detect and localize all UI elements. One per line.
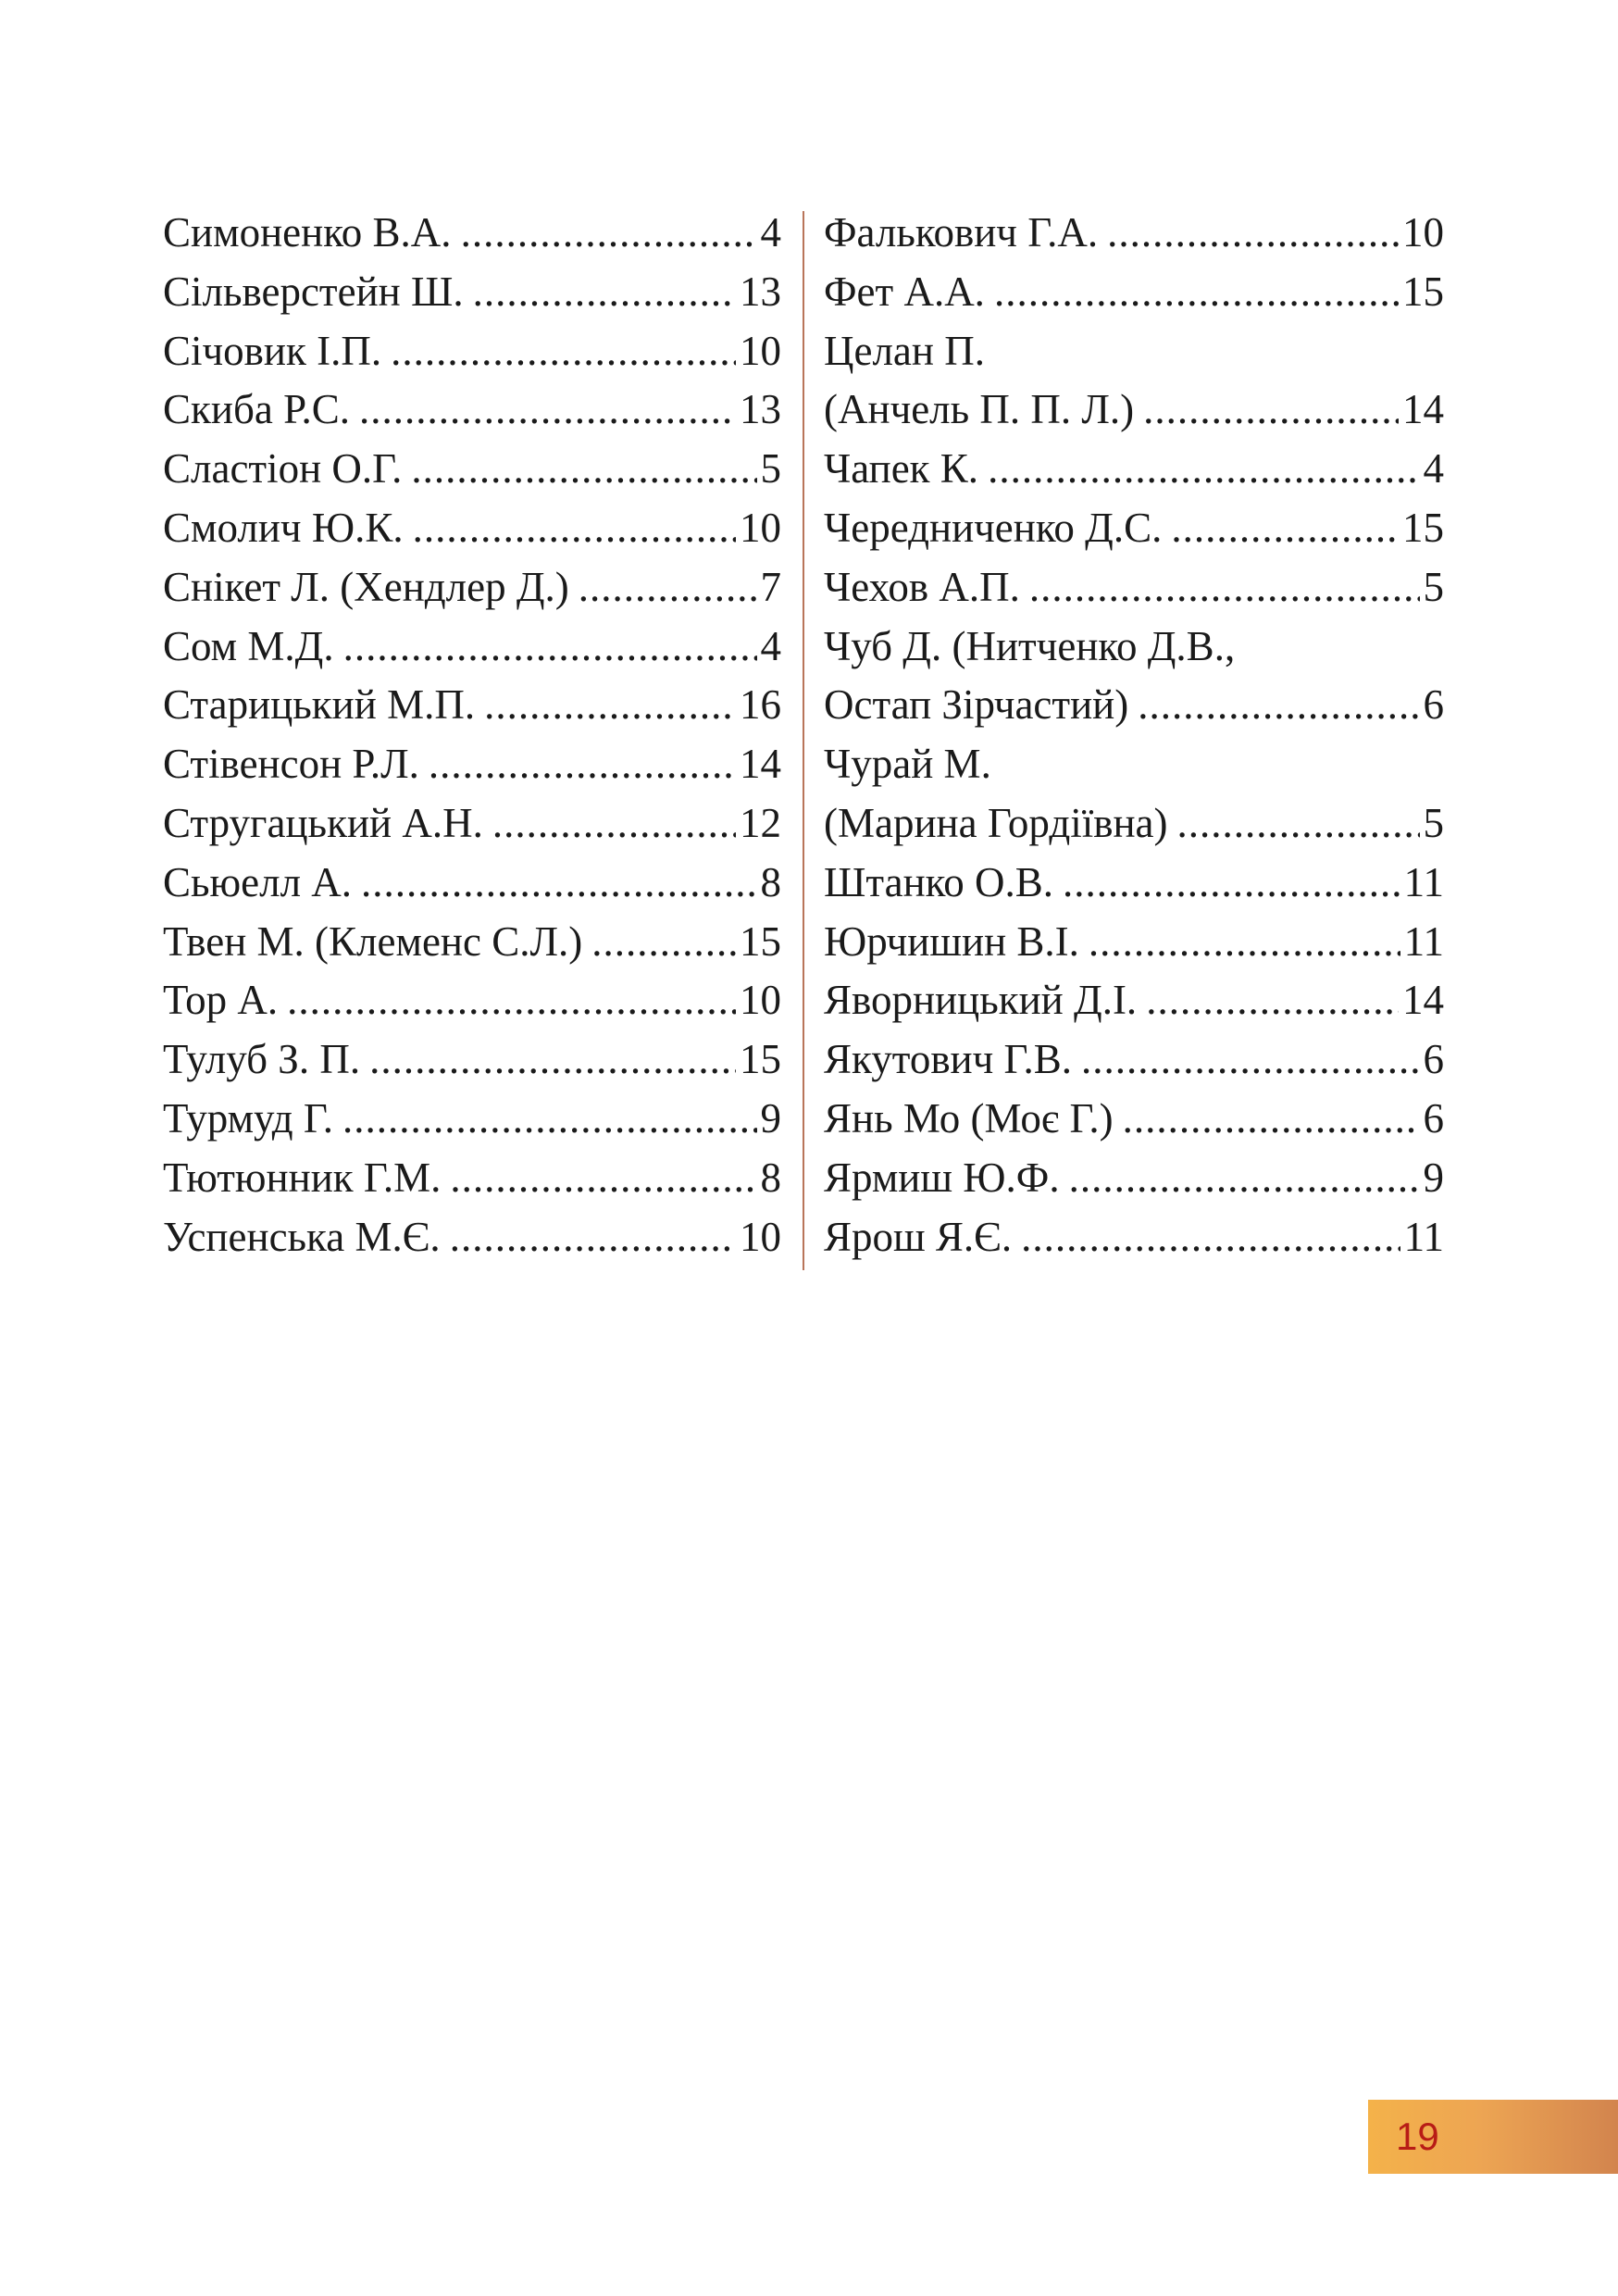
index-entry-name-line1: Чуб Д. (Нитченко Д.В., <box>824 622 1236 669</box>
index-entry-page: 15 <box>1402 268 1444 315</box>
index-entry-name: Січовик І.П. <box>163 327 382 374</box>
index-entry <box>824 322 1444 441</box>
index-entry <box>163 1030 781 1090</box>
index-entry <box>824 440 1444 499</box>
index-entry <box>824 1149 1444 1208</box>
index-entry-line <box>163 618 781 677</box>
index-entry <box>824 854 1444 913</box>
index-entry-name: Твен М. (Клеменс С.Л.) <box>163 917 583 965</box>
dot-leader <box>1146 971 1399 1030</box>
dot-leader <box>450 1149 756 1208</box>
index-entry-page: 11 <box>1403 1213 1444 1260</box>
index-entry-line <box>163 1208 781 1267</box>
dot-leader <box>342 1090 756 1149</box>
index-entry <box>824 735 1444 854</box>
index-entry-page: 14 <box>1402 386 1444 433</box>
index-entry-line <box>163 971 781 1030</box>
index-entry-name: Тулуб З. П. <box>163 1036 361 1083</box>
index-entry-page: 4 <box>760 209 781 256</box>
dot-leader <box>1089 913 1400 972</box>
index-entry-line <box>824 794 1444 854</box>
dot-leader <box>429 735 736 794</box>
index-entry-name: Чехов А.П. <box>824 563 1020 610</box>
index-entry-line <box>163 263 781 322</box>
dot-leader <box>287 971 736 1030</box>
index-entry-page: 5 <box>1423 799 1444 846</box>
index-entry-page: 15 <box>740 917 781 965</box>
index-entry-page: 7 <box>760 563 781 610</box>
dot-leader <box>1143 381 1399 440</box>
dot-leader <box>1021 1208 1400 1267</box>
index-entry-page: 10 <box>740 1213 781 1260</box>
index-entry-page: 10 <box>1402 209 1444 256</box>
index-entry-line <box>824 1208 1444 1267</box>
dot-leader <box>484 676 736 735</box>
index-entry <box>163 913 781 972</box>
index-entry-name: Старицький М.П. <box>163 681 476 729</box>
index-entry-line <box>163 794 781 854</box>
index-entry-line <box>824 204 1444 263</box>
index-entry-line <box>163 1149 781 1208</box>
index-entry-page: 16 <box>740 681 781 729</box>
index-entry <box>163 676 781 735</box>
index-entry-line <box>824 558 1444 618</box>
page-number-tab <box>1368 2100 1618 2174</box>
index-entry <box>824 558 1444 618</box>
index-entry-page: 12 <box>740 799 781 846</box>
index-entry-line <box>163 440 781 499</box>
index-entry-name: Турмуд Г. <box>163 1094 334 1142</box>
dot-leader <box>343 618 757 677</box>
dot-leader <box>369 1030 736 1090</box>
index-entry <box>163 971 781 1030</box>
index-entry-page: 11 <box>1403 917 1444 965</box>
dot-leader <box>473 263 736 322</box>
index-column-right <box>824 204 1444 1267</box>
index-entry-line <box>163 499 781 558</box>
dot-leader <box>1123 1090 1420 1149</box>
index-entry-line <box>824 1030 1444 1090</box>
index-entry <box>824 913 1444 972</box>
index-entry-line <box>163 322 781 381</box>
index-entry <box>824 1090 1444 1149</box>
index-entry-page: 10 <box>740 977 781 1024</box>
index-entry-name: (Анчель П. П. Л.) <box>824 386 1135 433</box>
index-entry-line <box>824 381 1444 440</box>
index-column-left <box>163 204 781 1267</box>
index-entry-line <box>824 854 1444 913</box>
index-entry <box>824 204 1444 263</box>
index-entry-page: 10 <box>740 327 781 374</box>
index-entry <box>163 854 781 913</box>
index-entry-line <box>163 381 781 440</box>
index-entry <box>824 618 1444 736</box>
index-entry <box>163 1090 781 1149</box>
index-entry-name: Тор А. <box>163 977 279 1024</box>
index-entry-page: 14 <box>740 741 781 788</box>
index-entry-name: Фалькович Г.А. <box>824 209 1099 256</box>
index-entry-line <box>163 676 781 735</box>
index-entry-page: 10 <box>740 504 781 551</box>
index-entry-name: Стівенсон Р.Л. <box>163 741 419 788</box>
index-entry <box>824 1030 1444 1090</box>
index-entry-line <box>163 1030 781 1090</box>
index-entry-page: 15 <box>740 1036 781 1083</box>
index-entry-name: Смолич Ю.К. <box>163 504 404 551</box>
index-entry <box>163 794 781 854</box>
index-entry-line <box>163 1090 781 1149</box>
index-entry <box>163 499 781 558</box>
dot-leader <box>450 1208 736 1267</box>
dot-leader <box>988 440 1419 499</box>
index-entry-line <box>163 735 781 794</box>
index-entry <box>163 618 781 677</box>
index-entry-page: 4 <box>760 622 781 669</box>
index-entry <box>824 971 1444 1030</box>
index-entry <box>163 735 781 794</box>
dot-leader <box>1063 854 1400 913</box>
index-entry-name: Сластіон О.Г. <box>163 445 403 493</box>
index-entry-page: 14 <box>1402 977 1444 1024</box>
dot-leader <box>359 381 736 440</box>
index-entry <box>163 263 781 322</box>
index-entry-page: 9 <box>760 1094 781 1142</box>
dot-leader <box>1081 1030 1420 1090</box>
index-entry-page: 6 <box>1423 1094 1444 1142</box>
index-entry-name: Штанко О.В. <box>824 858 1054 905</box>
index-entry-name: Юрчишин В.І. <box>824 917 1079 965</box>
index-entry-name: (Марина Гордіївна) <box>824 799 1168 846</box>
column-divider <box>803 211 804 1270</box>
index-entry-name-line1: Чурай М. <box>824 741 991 788</box>
index-entry <box>163 322 781 381</box>
dot-leader <box>361 854 756 913</box>
index-entry-page: 15 <box>1402 504 1444 551</box>
dot-leader <box>1029 558 1420 618</box>
index-entry-name: Тютюнник Г.М. <box>163 1154 442 1201</box>
index-entry-page: 8 <box>760 1154 781 1201</box>
index-entry-page: 6 <box>1423 681 1444 729</box>
index-entry <box>824 499 1444 558</box>
index-entry <box>163 440 781 499</box>
dot-leader <box>1171 499 1399 558</box>
index-entry-name: Успенська М.Є. <box>163 1213 441 1260</box>
index-entry-line <box>824 440 1444 499</box>
dot-leader <box>391 322 736 381</box>
index-entry-line <box>163 204 781 263</box>
index-entry-name: Фет А.А. <box>824 268 985 315</box>
index-entry-name: Ярош Я.Є. <box>824 1213 1013 1260</box>
index-entry-page: 6 <box>1423 1036 1444 1083</box>
index-entry-line <box>163 854 781 913</box>
index-entry-line <box>163 558 781 618</box>
index-entry-line <box>824 971 1444 1030</box>
index-entry-page: 13 <box>740 386 781 433</box>
index-entry-line <box>824 676 1444 735</box>
dot-leader <box>1177 794 1420 854</box>
index-entry-name: Снікет Л. (Хендлер Д.) <box>163 563 569 610</box>
index-entry <box>163 558 781 618</box>
dot-leader <box>1107 204 1399 263</box>
index-entry-page: 5 <box>760 445 781 493</box>
index-entry-name: Сільверстейн Ш. <box>163 268 464 315</box>
index-entry-line <box>824 913 1444 972</box>
index-entry-name: Чапек К. <box>824 445 979 493</box>
index-entry <box>163 204 781 263</box>
dot-leader <box>994 263 1399 322</box>
index-entry-page: 8 <box>760 858 781 905</box>
index-entry-line <box>824 499 1444 558</box>
dot-leader <box>1138 676 1419 735</box>
index-entry-page: 13 <box>740 268 781 315</box>
index-entry-name: Сьюелл А. <box>163 858 353 905</box>
index-entry <box>824 263 1444 322</box>
index-entry-name: Остап Зірчастий) <box>824 681 1129 729</box>
index-entry-line <box>824 1090 1444 1149</box>
index-entry <box>163 1208 781 1267</box>
index-entry-page: 9 <box>1423 1154 1444 1201</box>
index-entry <box>163 381 781 440</box>
index-entry-line <box>824 263 1444 322</box>
index-entry-page: 11 <box>1403 858 1444 905</box>
index-entry-name: Стругацький А.Н. <box>163 799 483 846</box>
page-number: 19 <box>1396 2115 1439 2158</box>
index-entry-name: Симоненко В.А. <box>163 209 452 256</box>
index-entry <box>824 1208 1444 1267</box>
index-entry <box>163 1149 781 1208</box>
dot-leader <box>413 499 736 558</box>
index-entry-line <box>163 913 781 972</box>
dot-leader <box>461 204 757 263</box>
index-entry-page: 4 <box>1423 445 1444 493</box>
dot-leader <box>579 558 757 618</box>
index-entry-name-line1: Целан П. <box>824 327 985 374</box>
dot-leader <box>591 913 736 972</box>
index-entry-page: 5 <box>1423 563 1444 610</box>
index-entry-name: Скиба Р.С. <box>163 386 350 433</box>
index-entry-name: Якутович Г.В. <box>824 1036 1072 1083</box>
dot-leader <box>411 440 756 499</box>
dot-leader <box>492 794 736 854</box>
index-entry-name: Сом М.Д. <box>163 622 334 669</box>
index-entry-name: Янь Мо (Моє Г.) <box>824 1094 1114 1142</box>
index-entry-name: Чередниченко Д.С. <box>824 504 1163 551</box>
index-entry-name: Яворницький Д.І. <box>824 977 1138 1024</box>
index-entry-name: Ярмиш Ю.Ф. <box>824 1154 1060 1201</box>
dot-leader <box>1069 1149 1420 1208</box>
index-entry-line <box>824 1149 1444 1208</box>
